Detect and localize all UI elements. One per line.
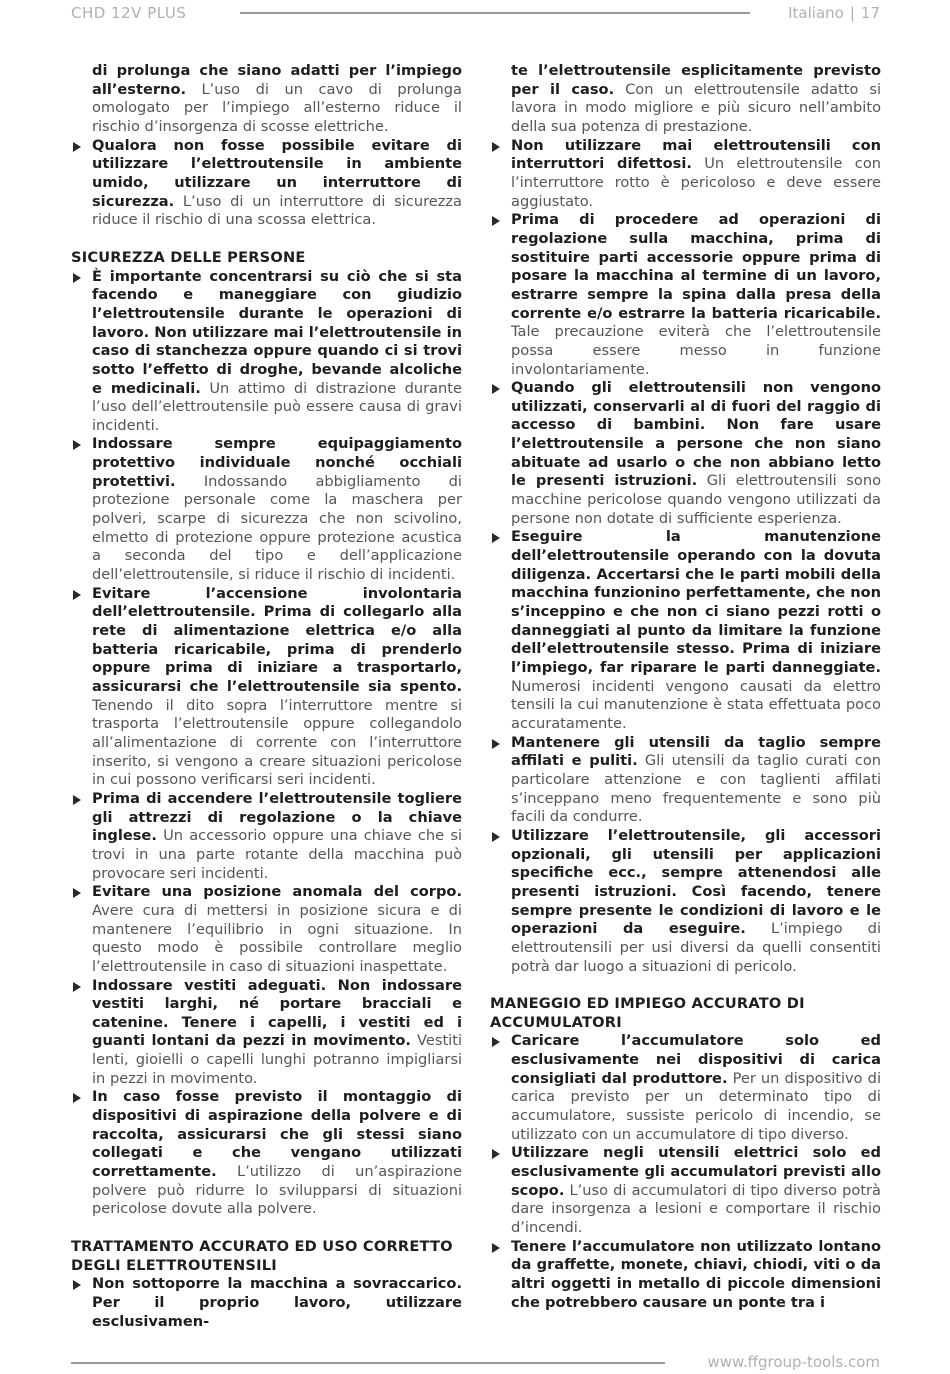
item-text: Con un elettroutensile adatto si lavora in modo migliore e più sicuro nell’ambito della sua potenza di prestazione. <box>511 80 881 135</box>
section-heading: MANEGGIO ED IMPIEGO ACCURATO DI ACCUMULATORI <box>490 995 805 1031</box>
item-title: te l’elettroutensile esplicitamente previsto per il caso. <box>511 62 881 98</box>
bullet-triangle-icon <box>492 739 500 749</box>
bullet-triangle-icon <box>73 440 81 450</box>
header-rule <box>240 12 750 14</box>
product-name: CHD 12V PLUS <box>71 4 187 22</box>
item-text: Tale precauzione eviterà che l’elettroutensile possa essere messo in funzione involontariamente. <box>511 323 881 378</box>
item-text: Vestiti lenti, gioielli o capelli lunghi potranno impigliarsi in pezzi in movimento. <box>92 1032 463 1087</box>
page-header <box>0 0 950 30</box>
list-item <box>490 528 881 733</box>
item-text: L’impiego di elettroutensili per usi diversi da quelli consentiti potrà dar luogo a situazioni di pericolo. <box>511 920 881 975</box>
bullet-triangle-icon <box>73 888 81 898</box>
section-heading: TRATTAMENTO ACCURATO ED USO CORRETTO DEGLI ELETTROUTENSILI <box>71 1238 453 1274</box>
bullet-triangle-icon <box>73 982 81 992</box>
item-title: Evitare l’accensione involontaria dell’elettroutensile. Prima di collegarlo alla rete di alimentazione elettrica e/o alla batteria ricaricabile, prima di prenderlo oppure prima di iniziare a trasportarlo, assicurarsi che l’elettroutensile sia spento. <box>92 584 462 695</box>
bullet-triangle-icon <box>492 533 500 543</box>
item-title: Utilizzare l’elettroutensile, gli accessori opzionali, gli utensili per applicazioni specifiche ecc., sempre attenendosi alle presenti istruzioni. Così facendo, tenere sempre presente le condizioni di lavoro e le operazioni da eseguire. <box>511 826 881 938</box>
bullet-triangle-icon <box>492 384 500 394</box>
list-item <box>71 883 462 976</box>
header-separator: | <box>849 4 855 22</box>
item-title: Prima di procedere ad operazioni di regolazione sulla macchina, prima di sostituire parti accessorie oppure prima di posare la macchina al termine di un lavoro, estrarre sempre la spina dalla presa della corrente e/o estrarre la batteria ricaricabile. <box>511 211 881 322</box>
item-text: L’utilizzo di un’aspirazione polvere può ridurre lo svilupparsi di situazioni pericolose dovute alla polvere. <box>92 1163 462 1218</box>
footer-website: www.ffgroup-tools.com <box>707 1353 880 1371</box>
list-item <box>490 1144 881 1237</box>
page-locator <box>788 4 880 22</box>
bullet-triangle-icon <box>73 142 81 152</box>
item-text: Avere cura di mettersi in posizione sicura e di mantenere l’equilibrio in ogni situazione. In questo modo è possibile controllare meglio l’elettroutensile in caso di situazioni inaspettate. <box>92 901 462 975</box>
item-text: Indossando abbigliamento di protezione personale come la maschera per polveri, scarpe di sicurezza che non scivolino, elmetto di protezione oppure protezione acustica a seconda del tipo e dell’applicazione dell’elettroutensile, si riduce il rischio di incidenti. <box>92 472 462 584</box>
item-title: Eseguire la manutenzione dell’elettroutensile operando con la dovuta diligenza. Accertarsi che le parti mobili della macchina funzionino perfettamente, che non s’inceppino e che non ci siano pezzi rotti o danneggiati al punto da limitare la funzione dell’elettroutensile stesso. Prima di iniziare l’impiego, far riparare le parti danneggiate. <box>511 528 882 676</box>
item-text: Numerosi incidenti vengono causati da elettro tensili la cui manutenzione è stata effettuata poco accuratamente. <box>511 677 881 732</box>
list-item <box>71 790 462 883</box>
right-column <box>490 62 881 1312</box>
list-item <box>490 137 881 212</box>
list-item <box>71 977 462 1089</box>
bullet-triangle-icon <box>492 832 500 842</box>
item-text: Un accessorio oppure una chiave che si trovi in una parte rotante della macchina può provocare seri incidenti. <box>92 827 462 882</box>
item-title: Prima di accendere l’elettroutensile togliere gli attrezzi di regolazione o la chiave inglese. <box>92 789 462 845</box>
item-text: Per un dispositivo di carica previsto per un determinato tipo di accumulatore, sussiste pericolo di incendio, se utilizzato con un accumulatore di tipo diverso. <box>511 1069 881 1143</box>
list-item <box>71 1275 462 1331</box>
item-title: Indossare vestiti adeguati. Non indossare vestiti larghi, né portare bracciali e catenine. Tenere i capelli, i vestiti ed i guanti lontani da pezzi in movimento. <box>92 976 462 1050</box>
item-title: Quando gli elettroutensili non vengono utilizzati, conservarli al di fuori del raggio di accesso di bambini. Non fare usare l’elettroutensile a persone che non siano abituate ad usarlo o che non abbiano letto le presenti istruzioni. <box>511 379 881 490</box>
list-item <box>490 211 881 379</box>
list-item-continued <box>71 62 462 137</box>
bullet-triangle-icon <box>492 1243 500 1253</box>
item-title: Caricare l’accumulatore solo ed esclusivamente nei dispositivi di carica consigliati dal produttore. <box>511 1032 881 1087</box>
footer-rule <box>71 1362 665 1364</box>
item-title: Tenere l’accumulatore non utilizzato lontano da graffette, monete, chiavi, chiodi, viti o da altri oggetti in metallo di piccole dimensioni che potrebbero causare un ponte tra i <box>511 1237 881 1311</box>
section-heading: SICUREZZA DELLE PERSONE <box>71 248 306 266</box>
bullet-triangle-icon <box>73 1280 81 1290</box>
item-title: Utilizzare negli utensili elettrici solo ed esclusivamente gli accumulatori previsti allo scopo. <box>511 1144 881 1199</box>
item-text: Gli utensili da taglio curati con particolare attenzione e con taglienti affilati s’inceppano meno frequentemente e sono più facili da condurre. <box>511 752 881 826</box>
bullet-triangle-icon <box>73 590 81 600</box>
bullet-triangle-icon <box>73 795 81 805</box>
list-item <box>71 268 462 436</box>
item-title: Evitare una posizione anomala del corpo. <box>92 883 462 901</box>
item-text: Gli elettroutensili sono macchine pericolose quando vengono utilizzati da persone non dotate di sufficiente esperienza. <box>511 472 882 527</box>
item-title: In caso fosse previsto il montaggio di dispositivi di aspirazione della polvere e di raccolta, assicurarsi che gli stessi siano collegati e che vengano utilizzati correttamente. <box>92 1088 462 1181</box>
list-item <box>490 1032 881 1144</box>
bullet-triangle-icon <box>73 273 81 283</box>
list-item <box>71 585 462 790</box>
item-text: Un attimo di distrazione durante l’uso dell’elettroutensile può essere causa di gravi incidenti. <box>92 379 462 434</box>
item-title: Mantenere gli utensili da taglio sempre affilati e puliti. <box>511 733 881 770</box>
item-title: Non sottoporre la macchina a sovraccarico. Per il proprio lavoro, utilizzare esclusivamen- <box>92 1275 462 1330</box>
bullet-triangle-icon <box>492 1149 500 1159</box>
item-text: L’uso di un cavo di prolunga omologato per l’impiego all’esterno riduce il rischio d’insorgenza di scosse elettriche. <box>92 80 462 135</box>
bullet-triangle-icon <box>492 216 500 226</box>
list-item <box>490 827 881 976</box>
language-label: Italiano <box>788 4 844 22</box>
bullet-triangle-icon <box>73 1093 81 1103</box>
list-item <box>71 137 462 230</box>
item-text: Un elettroutensile con l’interruttore rotto è pericoloso e deve essere aggiustato. <box>511 155 881 210</box>
page-number: 17 <box>860 4 880 22</box>
item-title: Qualora non fosse possibile evitare di utilizzare l’elettroutensile in ambiente umido, utilizzare un interruttore di sicurezza. <box>92 136 462 210</box>
item-text: L’uso di accumulatori di tipo diverso potrà dare insorgenza a lesioni e comportare il rischio d’incendi. <box>511 1181 881 1237</box>
list-item <box>490 734 881 827</box>
list-item <box>71 435 462 584</box>
list-item <box>490 1238 881 1313</box>
item-title: È importante concentrarsi su ciò che si sta facendo e maneggiare con giudizio l’elettroutensile durante le operazioni di lavoro. Non utilizzare mai l’elettroutensile in caso di stanchezza oppure quando ci si trovi sotto l’effetto di droghe, bevande alcoliche e medicinali. <box>92 267 462 397</box>
bullet-triangle-icon <box>492 142 500 152</box>
item-title: Non utilizzare mai elettroutensili con interruttori difettosi. <box>511 136 881 173</box>
list-item <box>490 379 881 528</box>
item-title: di prolunga che siano adatti per l’impiego all’esterno. <box>92 62 462 98</box>
item-text: L’uso di un interruttore di sicurezza riduce il rischio di una scossa elettrica. <box>92 192 462 229</box>
left-column <box>71 62 462 1331</box>
bullet-triangle-icon <box>492 1037 500 1047</box>
list-item-continued <box>490 62 881 137</box>
item-title: Indossare sempre equipaggiamento protettivo individuale nonché occhiali protettivi. <box>92 435 462 490</box>
item-text: Tenendo il dito sopra l’interruttore mentre si trasporta l’elettroutensile oppure collegandolo all’alimentazione di corrente con l’interruttore inserito, si vengono a creare situazioni pericolose in cui possono verificarsi seri incidenti. <box>92 696 462 789</box>
list-item <box>71 1088 462 1219</box>
